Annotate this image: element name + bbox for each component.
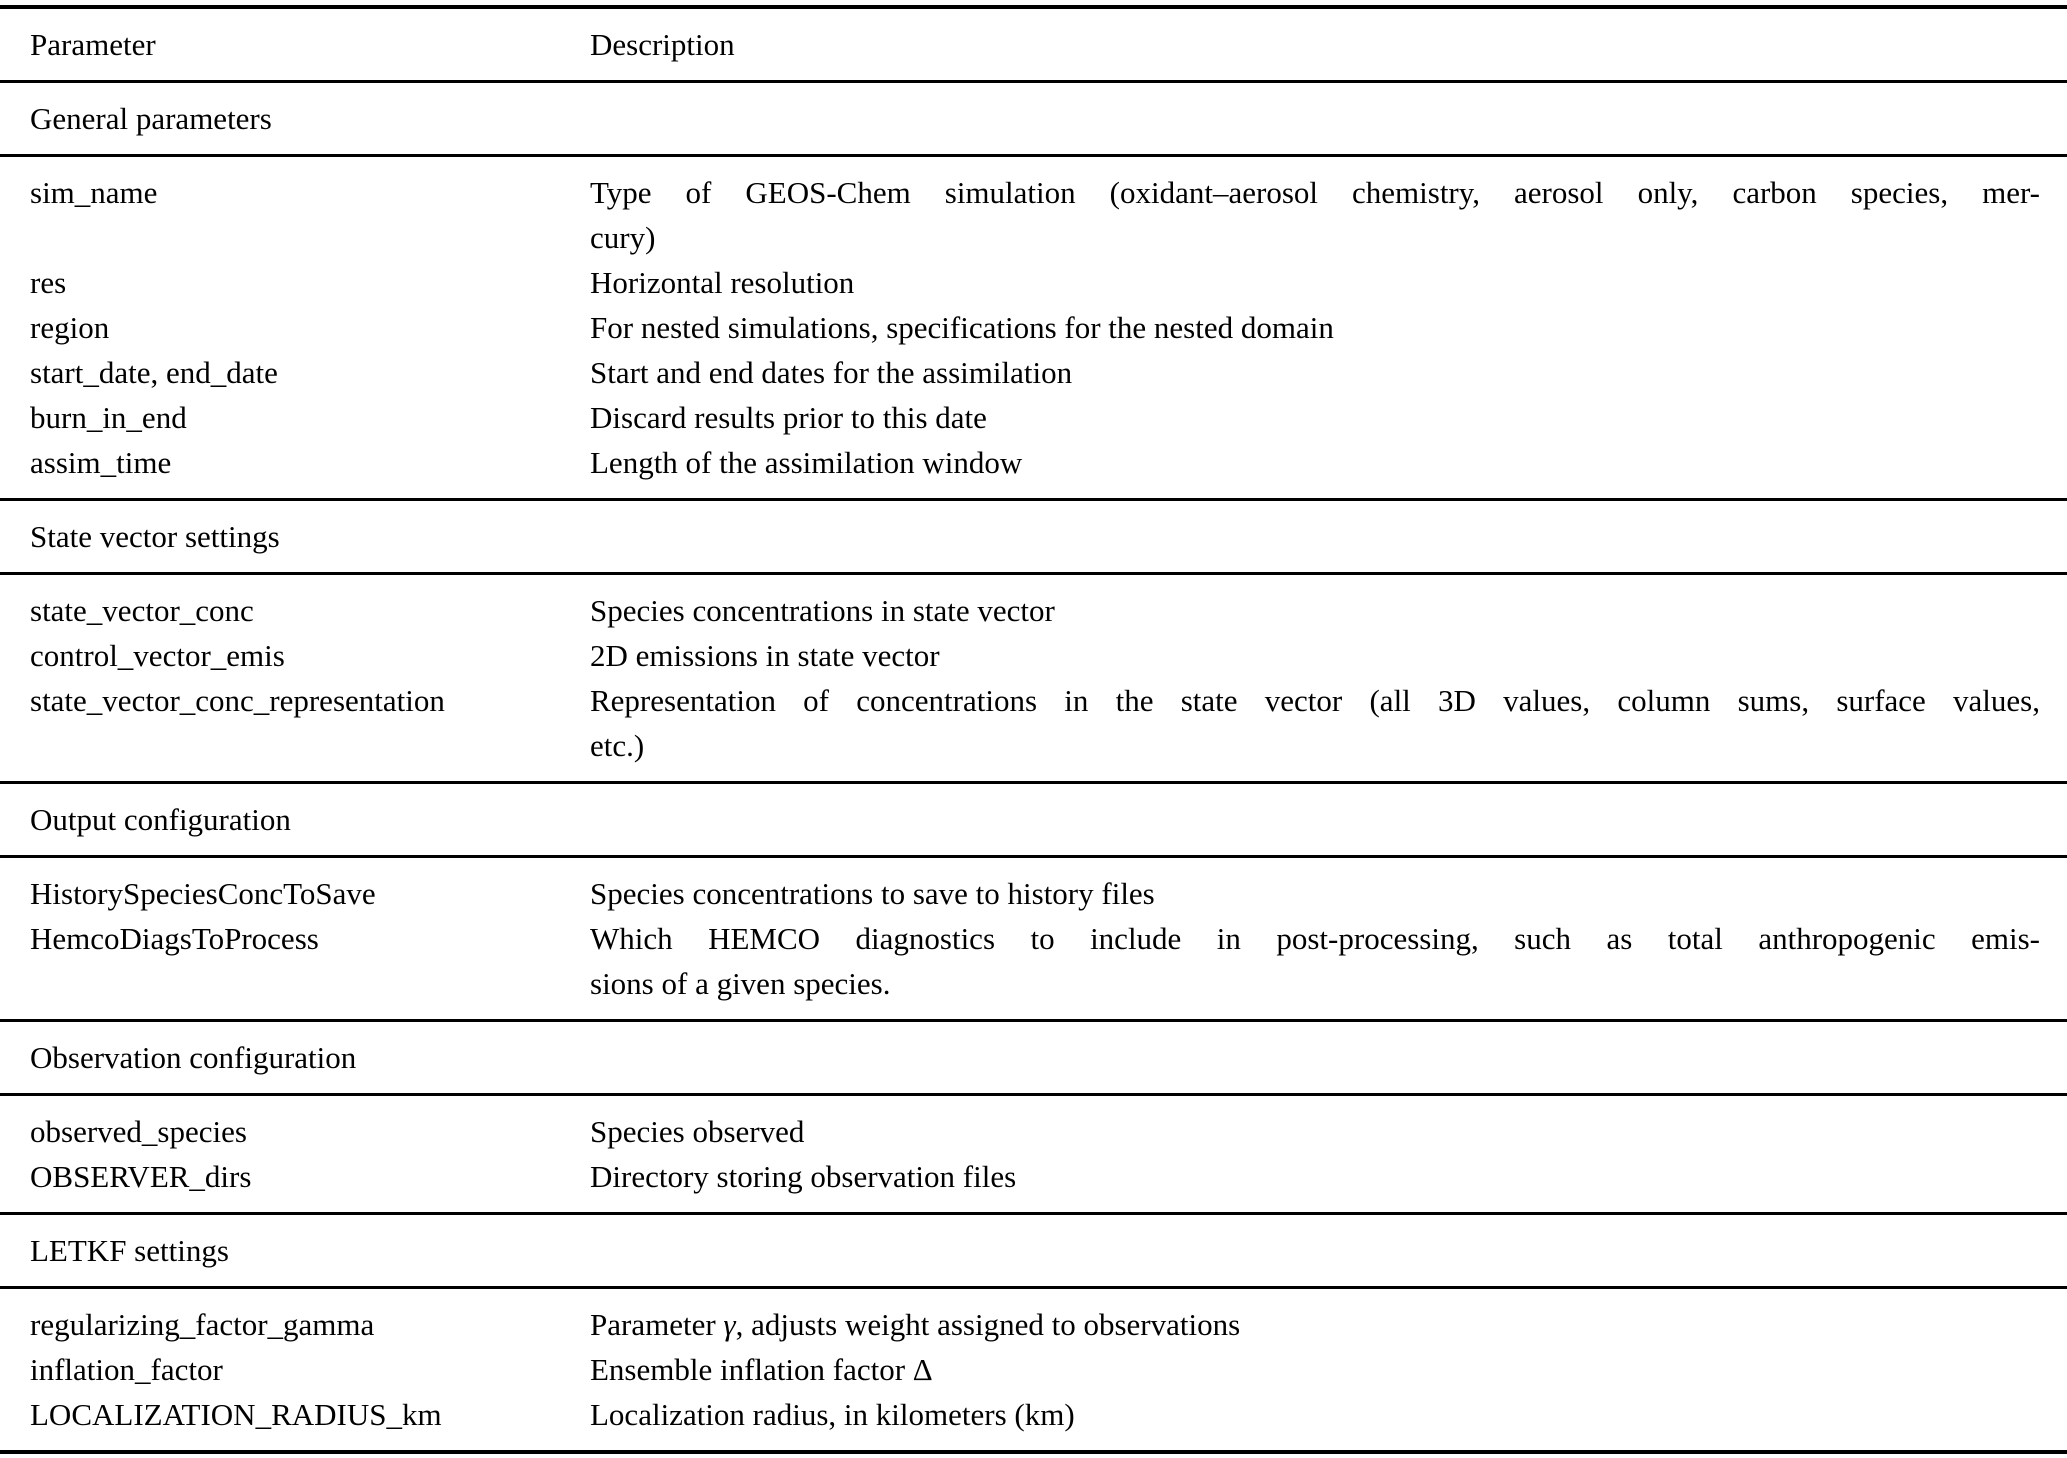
table-row — [30, 170, 2040, 260]
description-line: Localization radius, in kilometers (km) — [590, 1397, 1075, 1432]
param-description — [590, 1154, 2040, 1199]
section-header-observation-configuration: Observation configuration — [30, 1040, 357, 1075]
param-description — [590, 305, 2040, 350]
table-header-row — [0, 9, 2067, 80]
param-description — [590, 440, 2040, 485]
description-line: Type of GEOS-Chem simulation (oxidant–aerosol chemistry, aerosol only, carbon species, mer- — [590, 175, 2040, 210]
param-name: burn_in_end — [30, 400, 187, 435]
param-description — [590, 350, 2040, 395]
description-line: Length of the assimilation window — [590, 445, 1023, 480]
param-description — [590, 916, 2040, 1006]
description-line — [590, 1302, 2040, 1347]
param-description — [590, 871, 2040, 916]
section-header-letkf-settings: LETKF settings — [30, 1233, 229, 1268]
param-name: control_vector_emis — [30, 638, 285, 673]
param-name: inflation_factor — [30, 1352, 223, 1387]
table-row — [30, 1109, 2040, 1154]
description-line: 2D emissions in state vector — [590, 638, 940, 673]
description-line: Horizontal resolution — [590, 265, 855, 300]
param-name: HemcoDiagsToProcess — [30, 921, 319, 956]
section-body-letkf-settings — [0, 1289, 2067, 1450]
description-line: Species observed — [590, 1114, 805, 1149]
table-row — [30, 440, 2040, 485]
section-body-general-parameters — [0, 157, 2067, 498]
description-line: cury) — [590, 220, 656, 255]
param-description — [590, 1302, 2040, 1347]
param-name: observed_species — [30, 1114, 247, 1149]
param-description — [590, 678, 2040, 768]
description-line: Representation of concentrations in the state vector (all 3D values, column sums, surface values, — [590, 683, 2040, 718]
table-row — [30, 1302, 2040, 1347]
section-body-output-configuration — [0, 858, 2067, 1019]
gamma-math-symbol: γ — [723, 1307, 736, 1342]
table-row — [30, 1347, 2040, 1392]
param-description — [590, 395, 2040, 440]
param-description — [590, 170, 2040, 260]
section-body-observation-configuration — [0, 1096, 2067, 1212]
table-row — [30, 871, 2040, 916]
description-line: For nested simulations, specifications for the nested domain — [590, 310, 1334, 345]
param-description — [590, 1347, 2040, 1392]
param-name: sim_name — [30, 175, 158, 210]
section-header-state-vector-settings: State vector settings — [30, 519, 280, 554]
description-line: Start and end dates for the assimilation — [590, 355, 1073, 390]
param-description — [590, 633, 2040, 678]
table-row — [30, 916, 2040, 1006]
table-row — [30, 350, 2040, 395]
param-description — [590, 260, 2040, 305]
param-name: state_vector_conc_representation — [30, 683, 445, 718]
table-row — [30, 1154, 2040, 1199]
param-description — [590, 1392, 2040, 1437]
description-line: Species concentrations to save to history files — [590, 876, 1155, 911]
param-name: OBSERVER_dirs — [30, 1159, 252, 1194]
table-row — [30, 678, 2040, 768]
param-name: LOCALIZATION_RADIUS_km — [30, 1397, 442, 1432]
column-header-description: Description — [590, 27, 735, 62]
description-text: , adjusts weight assigned to observations — [735, 1307, 1241, 1342]
param-description — [590, 588, 2040, 633]
table-row — [30, 305, 2040, 350]
param-name: res — [30, 265, 67, 300]
param-name: state_vector_conc — [30, 593, 254, 628]
param-name: assim_time — [30, 445, 172, 480]
param-description — [590, 1109, 2040, 1154]
description-line: Discard results prior to this date — [590, 400, 987, 435]
description-line: Species concentrations in state vector — [590, 593, 1055, 628]
description-line: Ensemble inflation factor Δ — [590, 1352, 933, 1387]
column-header-parameter: Parameter — [30, 27, 156, 62]
description-line: etc.) — [590, 728, 645, 763]
table-row — [30, 395, 2040, 440]
table-bottom-rule — [0, 1450, 2067, 1454]
description-text: Parameter — [590, 1307, 724, 1342]
table-row — [30, 260, 2040, 305]
section-body-state-vector-settings — [0, 575, 2067, 781]
description-line: Which HEMCO diagnostics to include in post-processing, such as total anthropogenic emis- — [590, 921, 2040, 956]
description-line: Directory storing observation files — [590, 1159, 1017, 1194]
param-name: region — [30, 310, 110, 345]
description-line: sions of a given species. — [590, 966, 891, 1001]
param-name: HistorySpeciesConcToSave — [30, 876, 376, 911]
table-row — [30, 1392, 2040, 1437]
param-name: start_date, end_date — [30, 355, 278, 390]
table-row — [30, 588, 2040, 633]
section-header-output-configuration: Output configuration — [30, 802, 291, 837]
param-name: regularizing_factor_gamma — [30, 1307, 375, 1342]
section-header-general-parameters: General parameters — [30, 101, 272, 136]
table-row — [30, 633, 2040, 678]
